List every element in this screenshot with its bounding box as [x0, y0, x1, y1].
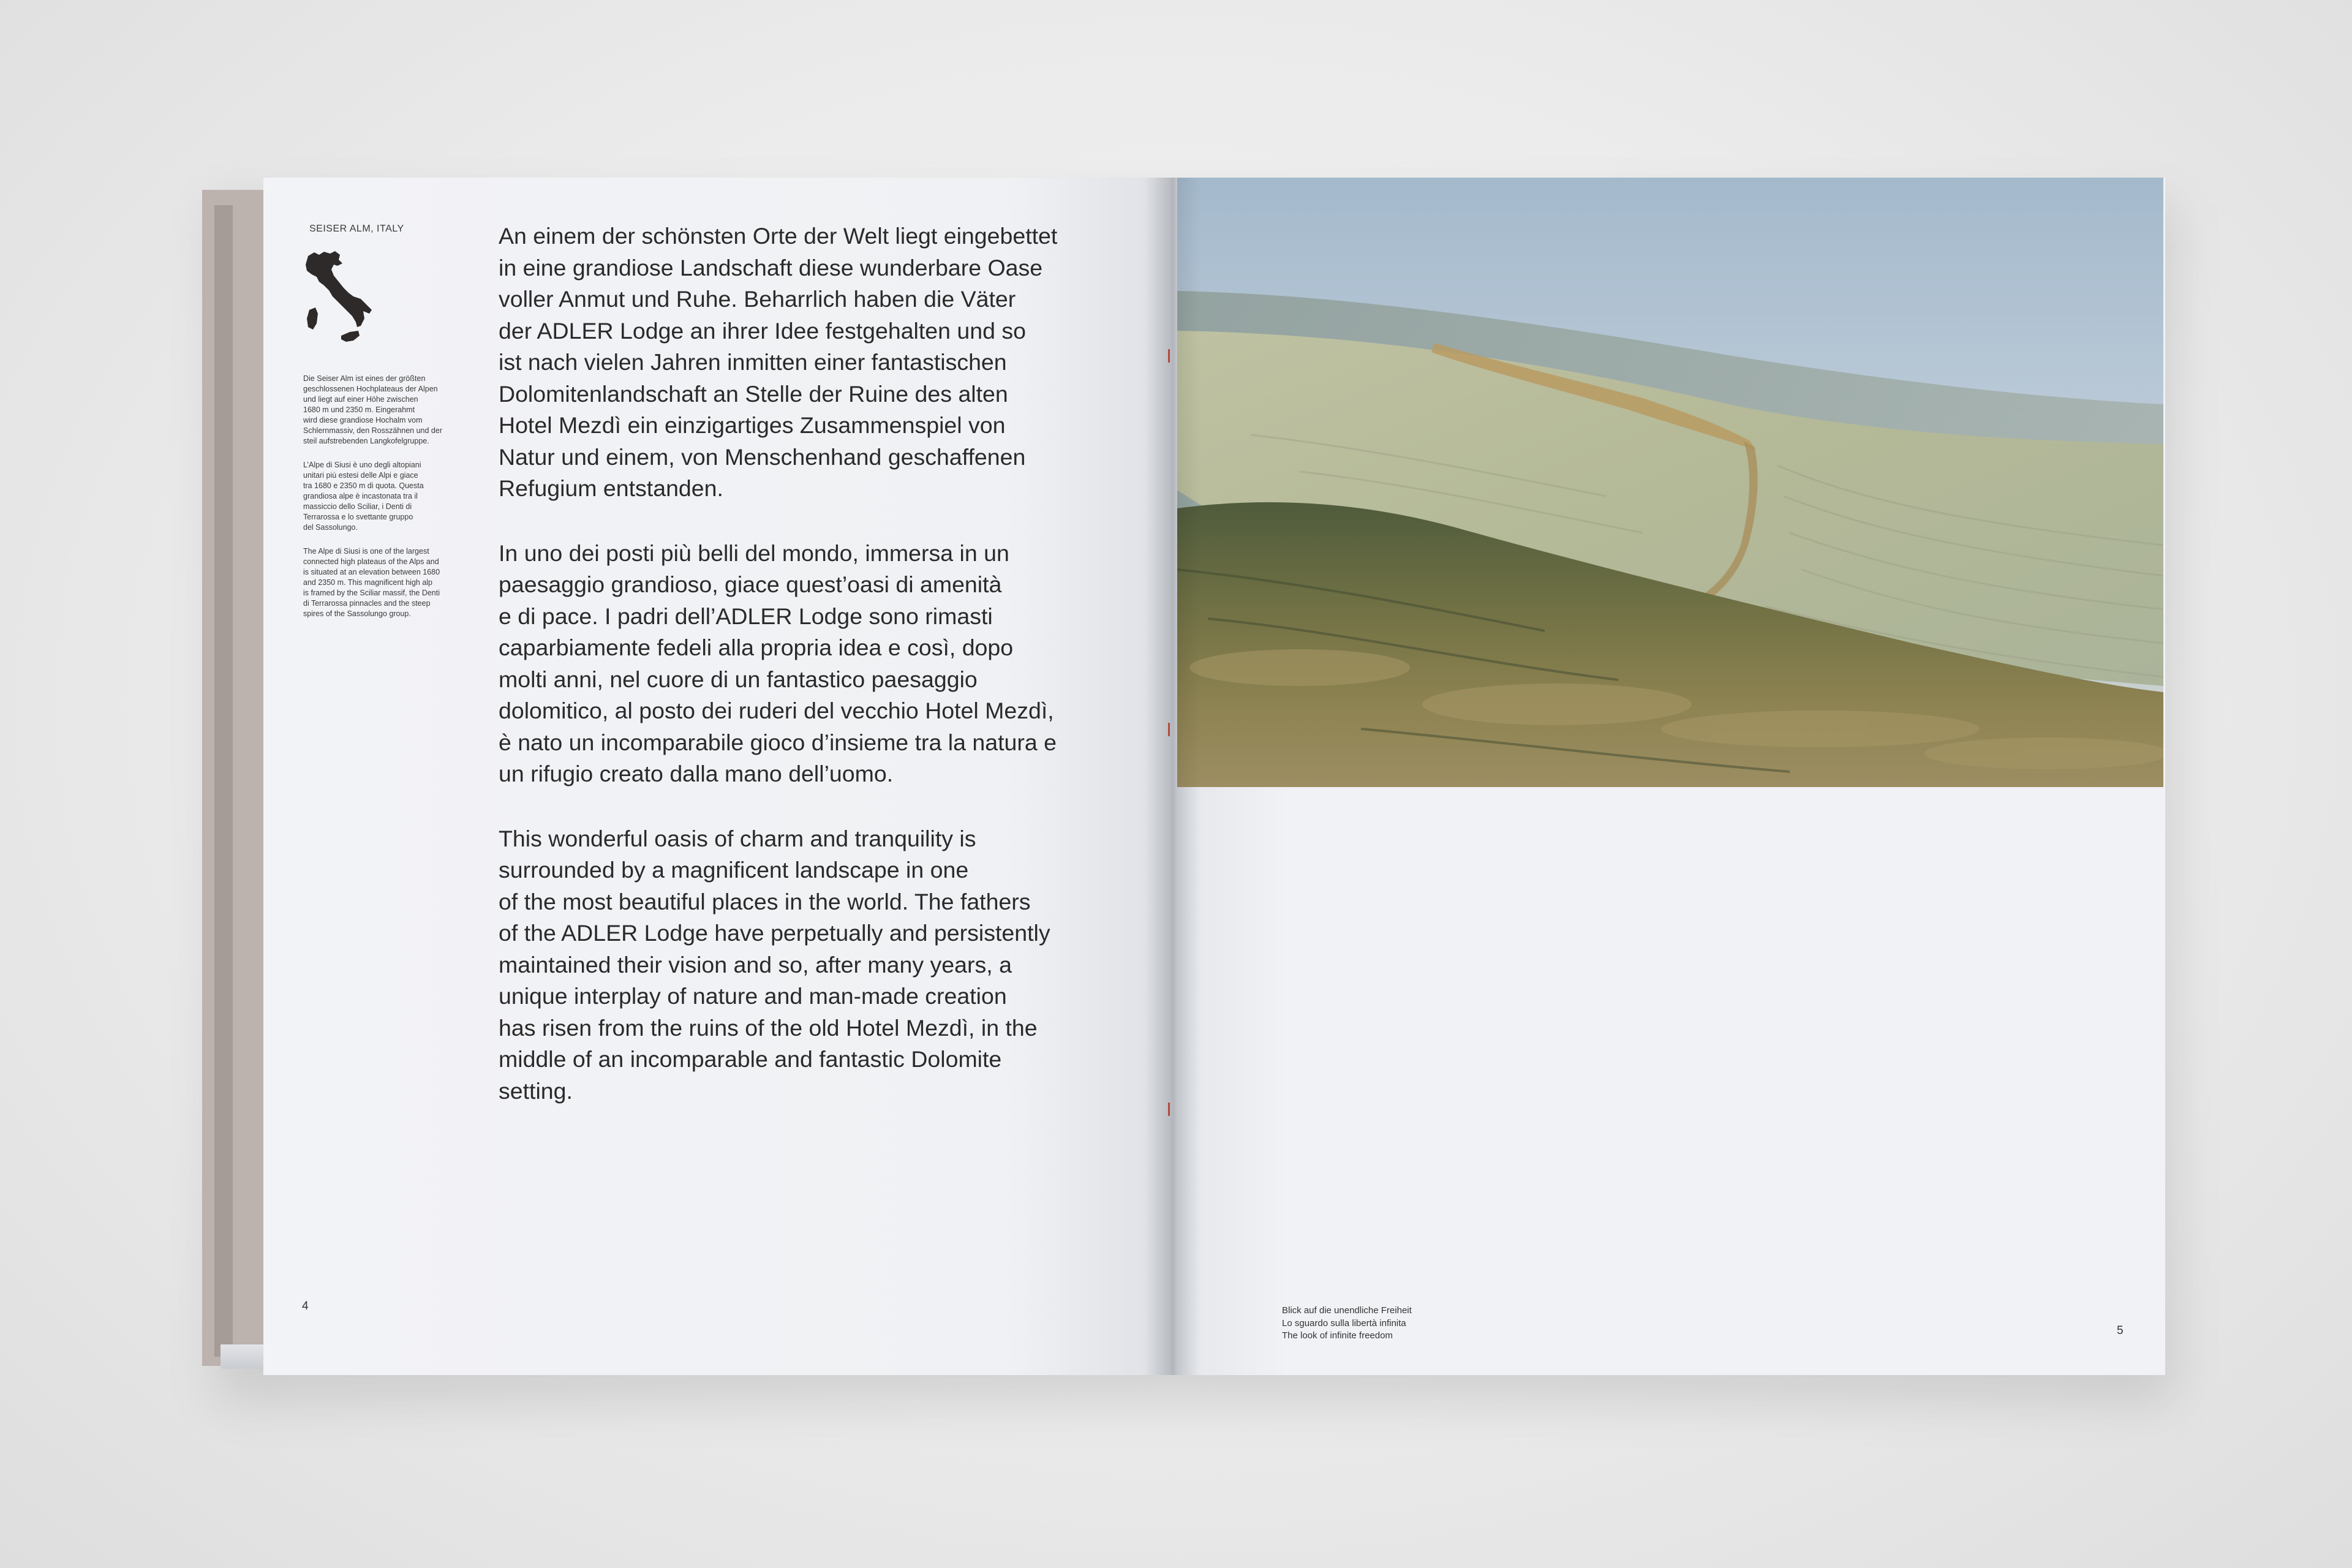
side-note-english: The Alpe di Siusi is one of the largest connected high plateaus of the Alps and is situated at an elevation between 1680 and 2350 m. This magnificent high alp is framed by the Sciliar massif, the Denti di Terrarossa pinnacles and the steep spires of the Sassolungo group. — [303, 547, 440, 618]
caption-italian: Lo sguardo sulla libertà infinita — [1282, 1317, 1406, 1329]
side-note-german: Die Seiser Alm ist eines der größten geschlossenen Hochplateaus der Alpen und liegt auf einer Höhe zwischen 1680 m und 2350 m. Eingerahmt wird diese grandiose Hochalm vom Schlernmassiv, den Rosszähnen und der steil aufstrebenden Langkofelgruppe. — [303, 374, 442, 445]
caption-english: The look of infinite freedom — [1282, 1330, 1393, 1341]
page-number-right: 5 — [2117, 1324, 2124, 1337]
photo-caption — [1282, 1305, 1412, 1343]
italy-map-icon — [303, 250, 377, 354]
right-page — [1170, 178, 2165, 1375]
body-paragraph-german: An einem der schönsten Orte der Welt liegt eingebettet in eine grandiose Landschaft diese wunderbare Oase voller Anmut und Ruhe. Beharrlich haben die Väter der ADLER Lodge an ihrer Idee festgehalten und so ist nach vielen Jahren inmitten einer fantastischen Dolomitenlandschaft an Stelle der Ruine des alten Hotel Mezdì ein einzigartiges Zusammenspiel von Natur und einem, von Menschenhand geschaffenen Refugium entstanden. — [499, 223, 1058, 501]
location-label: SEISER ALM, ITALY — [309, 224, 404, 234]
page-number-left: 4 — [302, 1300, 309, 1313]
landscape-photo — [1177, 178, 2163, 787]
binding-stitch — [1168, 723, 1170, 736]
side-note-italian: L’Alpe di Siusi è uno degli altopiani unitari più estesi delle Alpi e giace tra 1680 e 2350 m di quota. Questa grandiosa alpe è incastonata tra il massiccio dello Sciliar, i Denti di Terrarossa e lo svettante gruppo del Sassolungo. — [303, 461, 424, 532]
cover-edge — [214, 205, 233, 1357]
binding-stitch — [1168, 1102, 1170, 1116]
left-page — [263, 178, 1170, 1375]
binding-stitch — [1168, 349, 1170, 363]
body-paragraph-english: This wonderful oasis of charm and tranquility is surrounded by a magnificent landscape in one of the most beautiful places in the world. The fathers of the ADLER Lodge have perpetually and persistently maintained their vision and so, after many years, a unique interplay of nature and man-made creation has risen from the ruins of the old Hotel Mezdì, in the middle of an incomparable and fantastic Dolomite setting. — [499, 825, 1050, 1104]
side-notes — [303, 374, 481, 633]
body-copy — [499, 221, 1160, 1140]
caption-german: Blick auf die unendliche Freiheit — [1282, 1305, 1412, 1316]
body-paragraph-italian: In uno dei posti più belli del mondo, immersa in un paesaggio grandioso, giace quest’oasi di amenità e di pace. I padri dell’ADLER Lodge sono rimasti caparbiamente fedeli alla propria idea e così, dopo molti anni, nel cuore di un fantastico paesaggio dolomitico, al posto dei ruderi del vecchio Hotel Mezdì, è nato un incomparabile gioco d’insieme tra la natura e un rifugio creato dalla mano dell’uomo. — [499, 540, 1057, 786]
